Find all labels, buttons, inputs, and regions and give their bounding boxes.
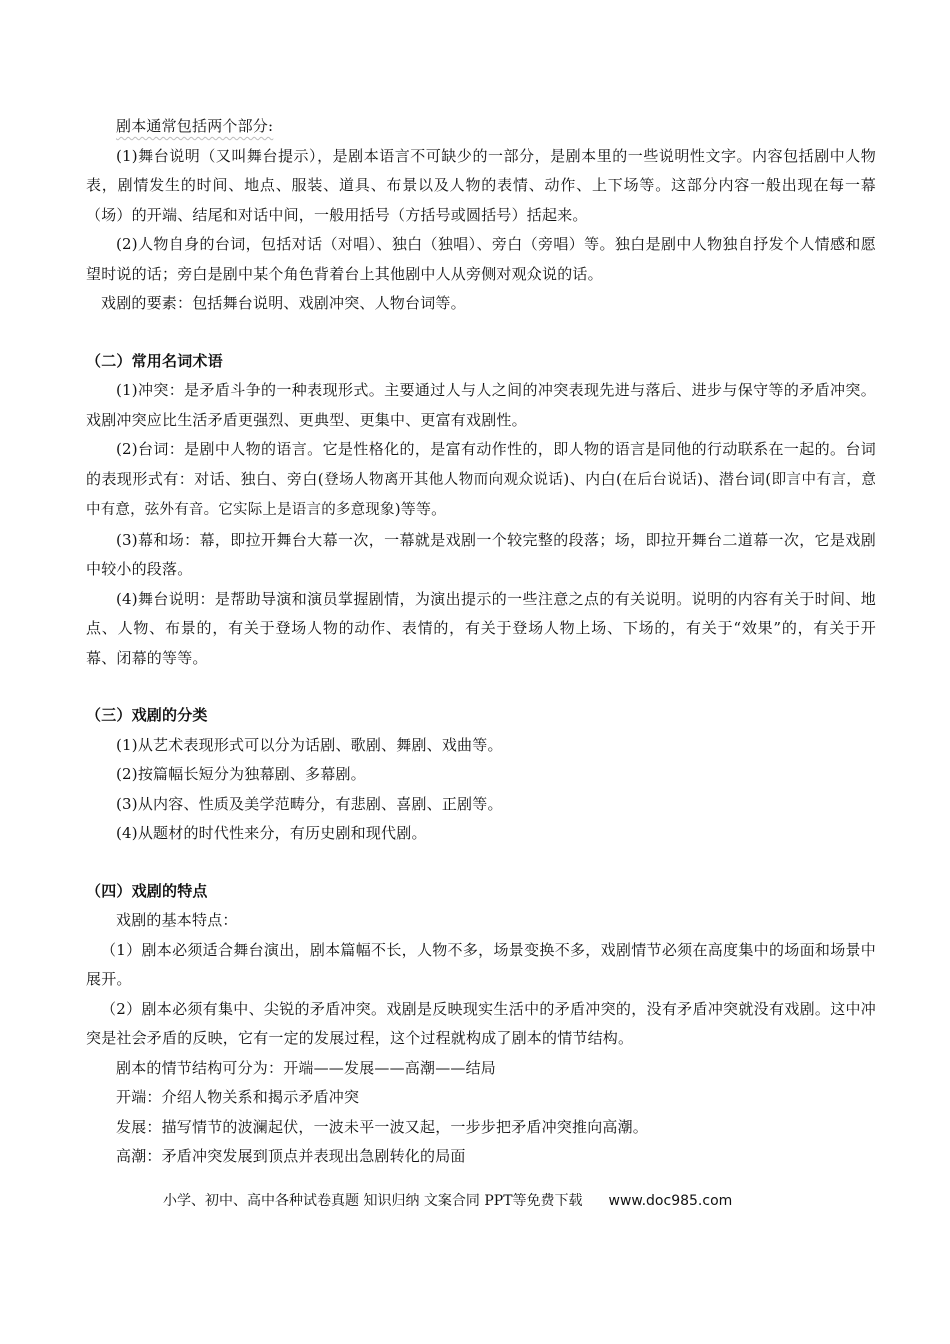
spacer: [86, 673, 876, 701]
document-body: [86, 112, 876, 1172]
page-footer: [163, 1190, 803, 1212]
paragraph-dialogue: (2)人物自身的台词，包括对话（对唱）、独白（独唱）、旁白（旁唱）等。独白是剧中人物独自抒发个人情感和愿望时说的话；旁白是剧中某个角色背着台上其他剧中人从旁侧对观众说的话。: [86, 235, 876, 283]
paragraph-stage-direction: (1)舞台说明（又叫舞台提示），是剧本语言不可缺少的一部分，是剧本里的一些说明性文字。内容包括剧中人物表，剧情发生的时间、地点、服装、道具、布景以及人物的表情、动作、上下场等。这部分内容一般出现在每一幕（场）的开端、结尾和对话中间，一般用括号（方括号或圆括号）括起来。: [86, 146, 876, 224]
paragraph-plot-start: 开端：介绍人物关系和揭示矛盾冲突: [116, 1088, 360, 1106]
lines-text-g: )等等。: [394, 500, 447, 518]
paragraph-stage-notes: (4)舞台说明：是帮助导演和演员掌握剧情，为演出提示的一些注意之点的有关说明。说明的内容有关于时间、地点、人物、布景的，有关于登场人物的动作、表情的，有关于登场人物上场、下场的，有关于“效果”的，有关于开幕、闭幕的等等。: [86, 589, 876, 667]
list-item: (2)按篇幅长短分为独幕剧、多幕剧。: [116, 765, 366, 783]
spacer: [86, 319, 876, 347]
paragraph-feature-1: （1）剧本必须适合舞台演出，剧本篇幅不长，人物不多，场景变换不多，戏剧情节必须在高度集中的场面和场景中展开。: [86, 940, 876, 988]
paragraph-plot-develop: 发展：描写情节的波澜起伏，一波未平一波又起，一步步把矛盾冲突推向高潮。: [116, 1117, 649, 1136]
paragraph-feature-2: （2）剧本必须有集中、尖锐的矛盾冲突。戏剧是反映现实生活中的矛盾冲突的，没有矛盾冲突就没有戏剧。这中冲突是社会矛盾的反映，它有一定的发展过程，这个过程就构成了剧本的情节结构。: [86, 999, 876, 1047]
section-heading-features: （四）戏剧的特点: [86, 881, 208, 900]
list-item: (1)从艺术表现形式可以分为话剧、歌剧、舞剧、戏曲等。: [116, 735, 503, 754]
list-item: (3)从内容、性质及美学范畴分，有悲剧、喜剧、正剧等。: [116, 794, 503, 813]
lines-text-f: 即言中有言，意中有意，弦外有音。它实际上是语言的多意现象: [86, 471, 877, 518]
intro-heading-text: 剧本通常包括两个部分:: [116, 117, 274, 135]
lines-text-b: 登场人物离开其他人物而向观众说话: [323, 471, 564, 488]
paragraph-act-scene: (3)幕和场：幕，即拉开舞台大幕一次，一幕就是戏剧一个较完整的段落；场，即拉开舞台二道幕一次，它是戏剧中较小的段落。: [86, 530, 876, 578]
paragraph-lines: [86, 435, 876, 526]
lines-text-e: )、潜台词(: [697, 469, 772, 488]
list-item: (4)从题材的时代性来分，有历史剧和现代剧。: [116, 824, 427, 842]
paragraph-plot-structure: 剧本的情节结构可分为：开端——发展——高潮——结局: [116, 1058, 497, 1077]
spacer: [86, 849, 876, 877]
lines-text-d: 在后台说话: [622, 471, 698, 488]
lines-text-c: )、内白(: [563, 469, 623, 488]
paragraph-drama-elements: 戏剧的要素：包括舞台说明、戏剧冲突、人物台词等。: [101, 294, 466, 312]
section-heading-classification: （三）戏剧的分类: [86, 706, 208, 724]
section-heading-terms: （二）常用名词术语: [86, 351, 223, 370]
intro-line: [86, 112, 876, 142]
footer-site-link[interactable]: www.doc985.com: [608, 1193, 733, 1209]
lines-text-a: (2)台词：是剧中人物的语言。它是性格化的，是富有动作性的，即人物的语言是同他的行动联系在一起的。台词的表现形式有：对话、独白、旁白(: [86, 440, 876, 488]
paragraph-features-intro: 戏剧的基本特点：: [116, 911, 238, 929]
footer-text: 小学、初中、高中各种试卷真题 知识归纳 文案合同 PPT等免费下载: [163, 1193, 583, 1209]
paragraph-conflict: (1)冲突：是矛盾斗争的一种表现形式。主要通过人与人之间的冲突表现先进与落后、进步与保守等的矛盾冲突。戏剧冲突应比生活矛盾更强烈、更典型、更集中、更富有戏剧性。: [86, 381, 876, 429]
paragraph-plot-climax: 高潮：矛盾冲突发展到顶点并表现出急剧转化的局面: [116, 1147, 466, 1165]
